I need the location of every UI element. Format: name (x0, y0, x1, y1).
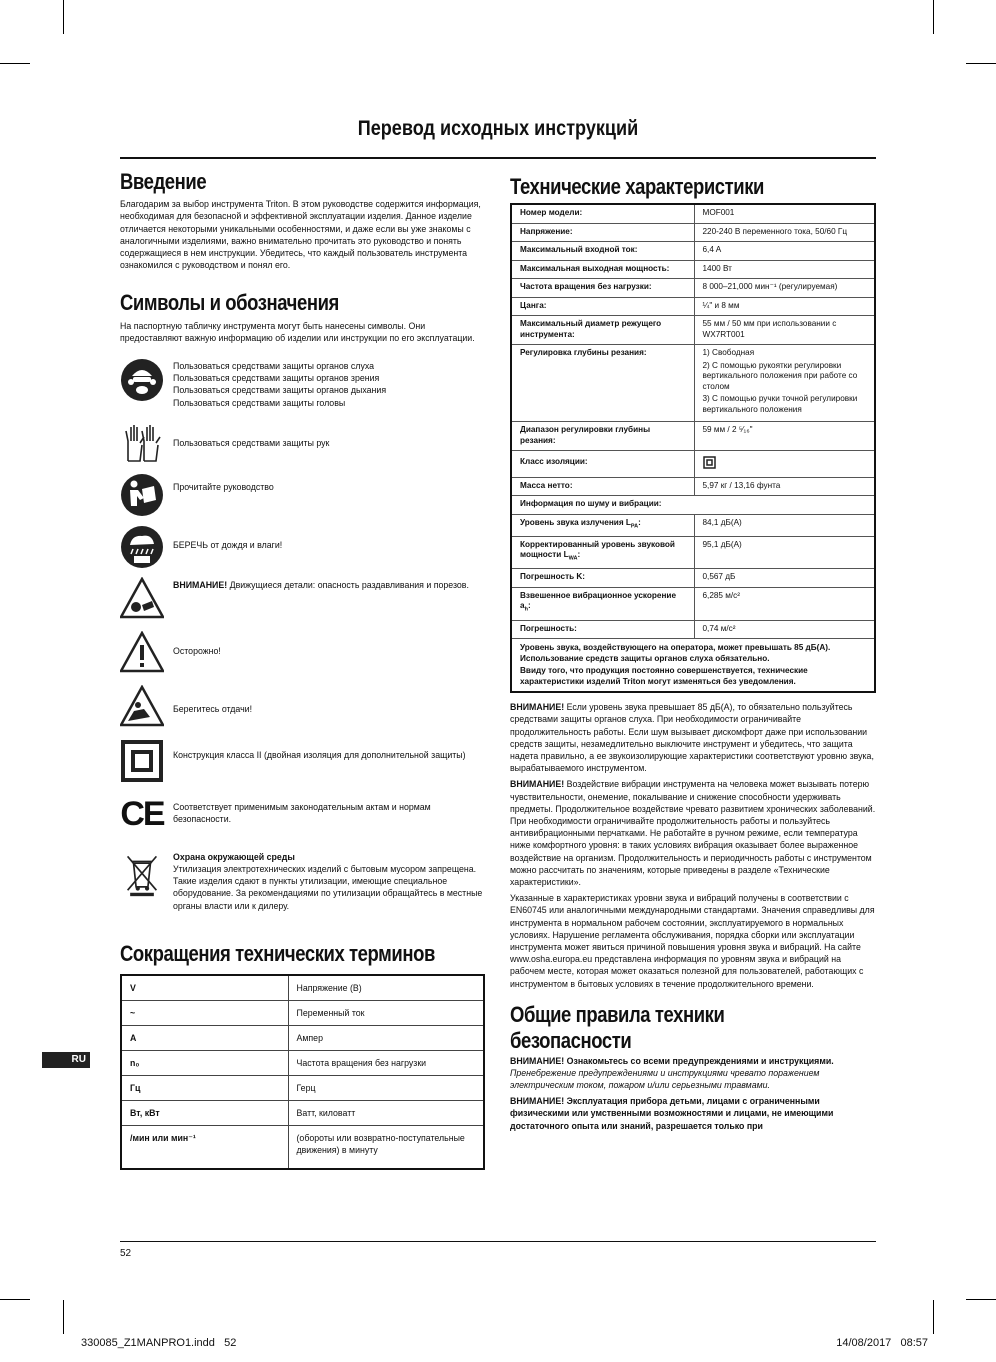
ce-text: Соответствует применимым законодательным актам и нормам безопасности. (173, 801, 431, 825)
language-tab: RU (42, 1052, 90, 1068)
spec-value: 95,1 дБ(A) (694, 536, 875, 569)
spec-key: Максимальный входной ток: (511, 242, 694, 261)
crop-mark (933, 1300, 934, 1334)
warning-label: ВНИМАНИЕ! (510, 702, 565, 713)
table-row (511, 587, 875, 620)
symbols-intro: На паспортную табличку инструмента могут быть нанесены символы. Они предоставляют важную информацию об изделии или инструкции по его эксплуатации. (120, 320, 475, 343)
safety-heading-line: Общие правила техники (510, 1001, 725, 1027)
warning-label: ВНИМАНИЕ! (510, 779, 565, 790)
symbol-class-ii (120, 739, 485, 783)
abbr-term: A (121, 1026, 288, 1051)
gloves-icon (120, 421, 164, 465)
crop-mark (0, 1299, 30, 1300)
ppe-line: Пользоваться средствами защиты органов зрения (173, 373, 380, 384)
spec-value: 220-240 В переменного тока, 50/60 Гц (694, 223, 875, 242)
table-row (511, 297, 875, 316)
abbreviations-table (120, 974, 485, 1170)
class-ii-small-icon (703, 456, 716, 469)
table-row (511, 451, 875, 478)
spec-note: Ввиду того, что продукция постоянно совершенствуется, технические характеристики изделий Triton могут изменяться без уведомления. (520, 666, 808, 686)
spec-key-tail: : (577, 550, 581, 560)
table-row (511, 204, 875, 223)
crop-mark (933, 0, 934, 34)
safety-bold: ВНИМАНИЕ! Ознакомьтесь со всеми предупреждениями и инструкциями. (510, 1055, 834, 1066)
moving-text: Движущиеся детали: опасность раздавливания и порезов. (227, 579, 469, 590)
spec-key: Номер модели: (511, 204, 694, 223)
safety-italic: Пренебрежение предупреждениями и инструкциями чревато поражением электрическим током, пожаром и/или серьезными травмами. (510, 1067, 820, 1090)
spec-key: Максимальный диаметр режущего инструмента: (511, 316, 694, 345)
moving-bold: ВНИМАНИЕ! (173, 579, 228, 590)
slug-filename: 330085_Z1MANPRO1.indd 52 (81, 1337, 237, 1349)
spec-value: ¼" и 8 мм (694, 297, 875, 316)
table-row (511, 316, 875, 345)
weee-text: Утилизация электротехнических изделий с бытовым мусором запрещена. Такие изделия сдают в пункты утилизации, имеющие специальное оборудование. За рекомендациями по утилизации обращайтесь в местные органы власти или к дилеру. (173, 864, 483, 911)
spec-value: 55 мм / 50 мм при использовании с WX7RT001 (694, 316, 875, 345)
ce-mark-icon (120, 793, 164, 837)
warning-text: Если уровень звука превышает 85 дБ(A), то обязательно пользуйтесь средствами защиты органов слуха. При необходимости ограничивайте продолжительность работы. Если шум вызывает дискомфорт даже при использовании средств защиты, незамедлительно выключите инструмент и убедитесь, что защита надета правильно, а ее звукоизолирующие характеристики соответствуют уровню звука, вырабатываемого инструментом. (510, 702, 874, 774)
symbols-heading: Символы и обозначения (120, 290, 339, 316)
spec-key: Погрешность: (520, 623, 577, 633)
page-title: Перевод исходных инструкций (357, 117, 639, 140)
caution-text: Осторожно! (173, 645, 221, 656)
table-row (511, 345, 875, 422)
symbol-caution (120, 631, 485, 675)
symbol-ce (120, 793, 485, 837)
spec-value: 8 000–21,000 мин⁻¹ (регулируемая) (694, 279, 875, 298)
specs-table (510, 203, 876, 693)
table-row (121, 975, 484, 1001)
abbr-meaning: Напряжение (В) (288, 975, 484, 1001)
abbr-meaning: Ампер (288, 1026, 484, 1051)
spec-key: Максимальная выходная мощность: (511, 260, 694, 279)
spec-value: 2) С помощью рукоятки регулировки вертикального положения при работе со столом (702, 360, 858, 391)
class-ii-text: Конструкция класса II (двойная изоляция для дополнительной защиты) (173, 749, 466, 760)
specs-heading: Технические характеристики (510, 174, 764, 199)
warning-text: Воздействие вибрации инструмента на человека может вызывать потерю чувствительности, онемение, покалывание и снижение способности удерживать предметы. Продолжительное воздействие чревато развитием хронических заболеваний. При необходимости ограничивайте продолжительность работы и пользуйтесь антивибрационными перчатками. Не работайте в ручном режиме, если температура ниже комфортного уровня: в таких условиях вибрация оказывает более выраженное воздействие на организм. Продолжительность и периодичность работы с инструментом можно рассчитать по значениям, которые приведены в разделе «Технические характеристики». (510, 779, 876, 887)
table-row (121, 1026, 484, 1051)
spec-value: 6,4 A (694, 242, 875, 261)
spec-key: Частота вращения без нагрузки: (511, 279, 694, 298)
symbol-ppe (120, 358, 485, 409)
manual-text: Прочитайте руководство (173, 481, 274, 492)
safety-bold: ВНИМАНИЕ! Эксплуатация прибора детьми, лицами с ограниченными физическими или умственными возможностями и лицами, не имеющими достаточного опыта или знаний, разрешается только при (510, 1096, 834, 1131)
crop-mark (0, 63, 30, 64)
table-row (121, 1101, 484, 1126)
table-row (511, 536, 875, 569)
warning-icon (120, 631, 164, 675)
ppe-line: Пользоваться средствами защиты головы (173, 397, 346, 408)
table-row (511, 620, 875, 639)
spec-value: 59 мм / 2 ⁵⁄₁₆" (694, 422, 875, 451)
spec-key-sub: PA (630, 523, 639, 530)
spec-key: Взвешенное вибрационное ускорение a (520, 590, 677, 611)
table-row (511, 477, 875, 496)
gloves-text: Пользоваться средствами защиты рук (173, 437, 330, 448)
symbol-moving-parts (120, 577, 485, 621)
safety-heading-line: безопасности (510, 1028, 632, 1054)
spec-value: MOF001 (694, 204, 875, 223)
title-rule (120, 157, 876, 159)
spec-value: 0,567 дБ (694, 569, 875, 588)
table-row (121, 1001, 484, 1026)
table-row (121, 1126, 484, 1170)
abbr-meaning: Герц (288, 1076, 484, 1101)
standards-paragraph: Указанные в характеристиках уровни звука и вибраций получены в соответствии с EN60745 или аналогичными международными стандартами. Значения справедливы для инструмента в нормальном рабочем состоянии, эксплуатируемого в нормальных условиях. Нарушение регламента обслуживания, порядка сборки или эксплуатации инструмента может явиться причиной повышения уровня звука и вибраций. На сайте www.osha.europa.eu представлена информация по уровням звука и вибраций на рабочем месте, которая может оказаться полезной для пользователей, работающих с инструментом в бытовых условиях в течение продолжительного времени. (510, 893, 875, 989)
abbr-term: Гц (121, 1076, 288, 1101)
table-row (511, 279, 875, 298)
table-row (511, 260, 875, 279)
symbol-rain (120, 525, 485, 569)
ce-mark: CE (120, 795, 164, 834)
spec-value: 0,74 м/с² (694, 620, 875, 639)
spec-key: Масса нетто: (511, 477, 694, 496)
weee-title: Охрана окружающей среды (173, 851, 295, 862)
spec-key-tail: : (527, 601, 531, 611)
spec-value: 1) Свободная (702, 348, 755, 358)
spec-key: Корректированный уровень звуковой мощности L (520, 539, 675, 560)
safety-paragraph-2 (510, 1095, 876, 1132)
symbol-kickback (120, 685, 485, 729)
abbr-meaning: Ватт, киловатт (288, 1101, 484, 1126)
bottom-rule (120, 1241, 876, 1242)
crop-mark (63, 0, 64, 34)
read-manual-icon (120, 473, 164, 517)
table-row (121, 1076, 484, 1101)
table-row (511, 639, 875, 693)
spec-key-sub: h (524, 607, 528, 614)
weee-bin-icon (120, 849, 164, 901)
spec-value: 1400 Вт (694, 260, 875, 279)
class-ii-icon (120, 739, 164, 783)
spec-key: Погрешность K: (520, 572, 586, 582)
abbr-term: n₀ (121, 1051, 288, 1076)
spec-value: 6,285 м/с² (694, 587, 875, 620)
table-row (511, 514, 875, 536)
spec-value: 5,97 кг / 13,16 фунта (694, 477, 875, 496)
safety-heading (510, 1002, 817, 1055)
symbol-manual (120, 473, 485, 517)
spec-key: Напряжение: (511, 223, 694, 242)
spec-key-sub: WA (568, 555, 578, 562)
kickback-icon (120, 685, 164, 729)
table-row (511, 223, 875, 242)
spec-key: Диапазон регулировки глубины резания: (511, 422, 694, 451)
table-row (511, 422, 875, 451)
table-row (511, 569, 875, 588)
table-row (511, 242, 875, 261)
crop-mark (63, 1300, 64, 1334)
table-row (121, 1051, 484, 1076)
table-row (511, 496, 875, 515)
warning-vibration (510, 778, 876, 888)
abbr-meaning: (обороты или возвратно-поступательные движения) в минуту (288, 1126, 484, 1170)
ppe-line: Пользоваться средствами защиты органов дыхания (173, 385, 387, 396)
abbr-meaning: Частота вращения без нагрузки (288, 1051, 484, 1076)
abbr-term: V (121, 975, 288, 1001)
spec-value: 3) С помощью ручки точной регулировки вертикального положения (702, 394, 858, 414)
spec-key: Уровень звука излучения L (520, 517, 631, 527)
kickback-text: Берегитесь отдачи! (173, 703, 253, 714)
abbr-term: /мин или мин⁻¹ (121, 1126, 288, 1170)
spec-note: Уровень звука, воздействующего на оператора, может превышать 85 дБ(A). Использование средств защиты органов слуха обязательно. (520, 643, 831, 663)
ppe-line: Пользоваться средствами защиты органов слуха (173, 361, 375, 371)
crop-mark (966, 63, 996, 64)
warning-noise (510, 701, 876, 774)
rain-icon (120, 525, 164, 569)
spec-key: Регулировка глубины резания: (511, 345, 694, 422)
safety-paragraph-1 (510, 1055, 876, 1092)
symbol-gloves (120, 421, 485, 465)
intro-text: Благодарим за выбор инструмента Triton. В этом руководстве содержится информация, необходимая для безопасной и эффективной эксплуатации изделия. Данное изделие отличается некоторыми уникальными особенностями, и даже если вы уже знакомы с аналогичными изделиями, важно внимательно прочитать это руководство и понять содержащиеся в нем инструкции. Убедитесь, что каждый пользователь инструмента ознакомился с руководством и понял его. (120, 199, 481, 271)
page-number: 52 (120, 1248, 132, 1259)
abbr-term: Вт, кВт (121, 1101, 288, 1126)
spec-value: 84,1 дБ(A) (694, 514, 875, 536)
right-column (510, 175, 876, 1132)
intro-heading: Введение (120, 169, 207, 194)
ppe-head-icon (120, 358, 164, 402)
slug-timestamp: 14/08/2017 08:57 (836, 1337, 928, 1349)
symbol-weee (120, 849, 485, 912)
moving-parts-icon (120, 577, 164, 621)
crop-mark (966, 1299, 996, 1300)
left-column (120, 170, 485, 1170)
abbreviations-heading: Сокращения технических терминов (120, 940, 435, 966)
noise-header: Информация по шуму и вибрации: (511, 496, 875, 515)
spec-key: Класс изоляции: (511, 451, 694, 478)
spec-key-tail: : (638, 517, 641, 527)
rain-text: БЕРЕЧЬ от дождя и влаги! (173, 539, 283, 550)
abbr-meaning: Переменный ток (288, 1001, 484, 1026)
abbr-term: ~ (121, 1001, 288, 1026)
spec-key: Цанга: (511, 297, 694, 316)
